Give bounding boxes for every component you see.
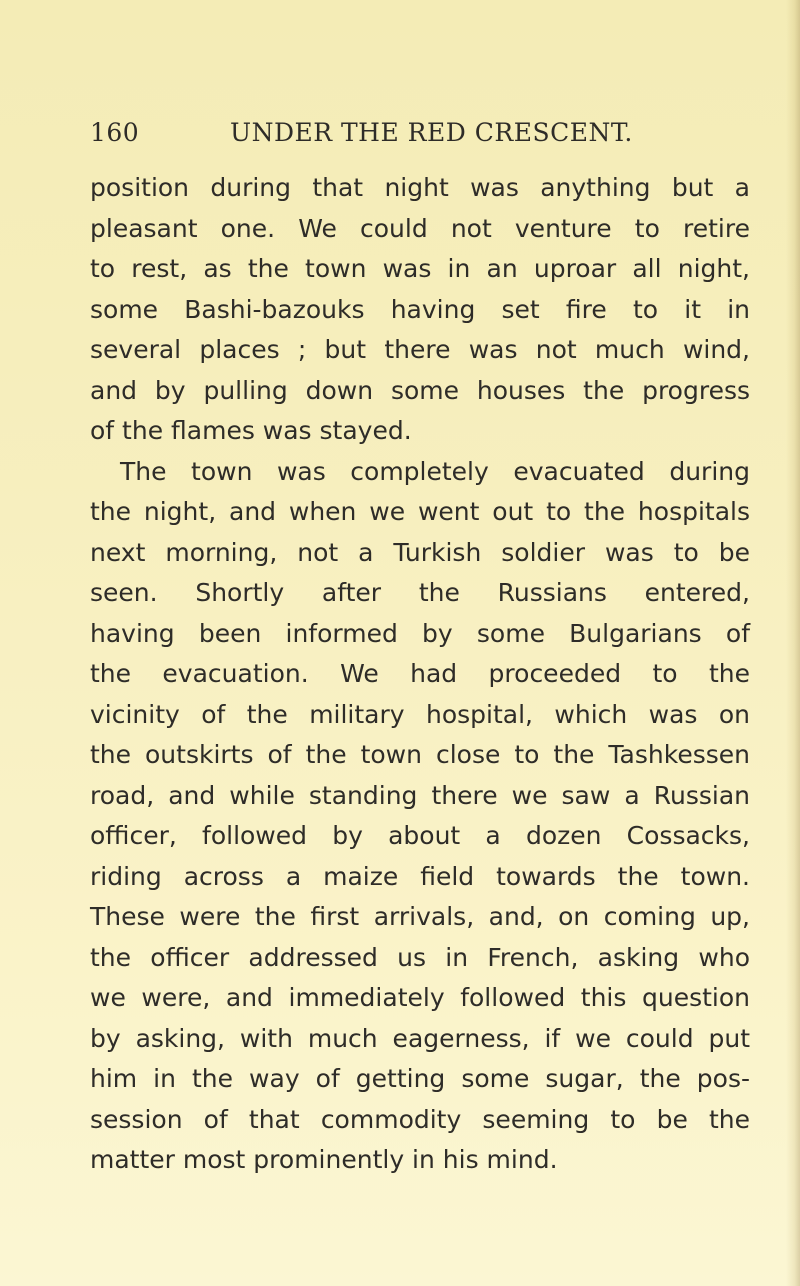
text-line: some Bashi-bazouks having set fire to it in <box>90 294 750 324</box>
text-line: we were, and immediately followed this question <box>90 983 750 1012</box>
paragraph-start-line: The town was completely evacuated during <box>120 456 750 486</box>
text-line: and by pulling down some houses the progress <box>90 375 750 405</box>
text-line: the officer addressed us in French, asking who <box>90 942 750 972</box>
text-line: pleasant one. We could not venture to retire <box>90 213 750 243</box>
paragraph-end-line: matter most prominently in his mind. <box>90 1145 558 1174</box>
text-line: him in the way of getting some sugar, the pos- <box>90 1064 750 1093</box>
text-line: road, and while standing there we saw a Russian <box>90 780 750 810</box>
text-line: several places ; but there was not much wind, <box>90 335 750 364</box>
text-line: session of that commodity seeming to be the <box>90 1104 750 1134</box>
text-line: These were the first arrivals, and, on coming up, <box>90 902 750 931</box>
body-text <box>90 168 750 1181</box>
text-line: riding across a maize field towards the town. <box>90 861 750 891</box>
text-line: officer, followed by about a dozen Cossacks, <box>90 821 750 850</box>
paragraph-end-line: of the flames was stayed. <box>90 416 412 445</box>
text-line: seen. Shortly after the Russians entered, <box>90 578 750 607</box>
text-line: vicinity of the military hospital, which was on <box>90 699 750 729</box>
text-line: position during that night was anything but a <box>90 173 750 202</box>
text-line: to rest, as the town was in an uproar all night, <box>90 254 750 283</box>
running-title: UNDER THE RED CRESCENT. <box>230 118 633 147</box>
text-line: by asking, with much eagerness, if we could put <box>90 1023 750 1053</box>
page-number: 160 <box>90 118 140 147</box>
text-line: having been informed by some Bulgarians of <box>90 618 750 648</box>
running-head <box>90 118 750 158</box>
text-line: the evacuation. We had proceeded to the <box>90 659 750 688</box>
text-line: the outskirts of the town close to the Tashkessen <box>90 740 750 769</box>
text-line: the night, and when we went out to the hospitals <box>90 497 750 526</box>
text-line: next morning, not a Turkish soldier was to be <box>90 537 750 567</box>
